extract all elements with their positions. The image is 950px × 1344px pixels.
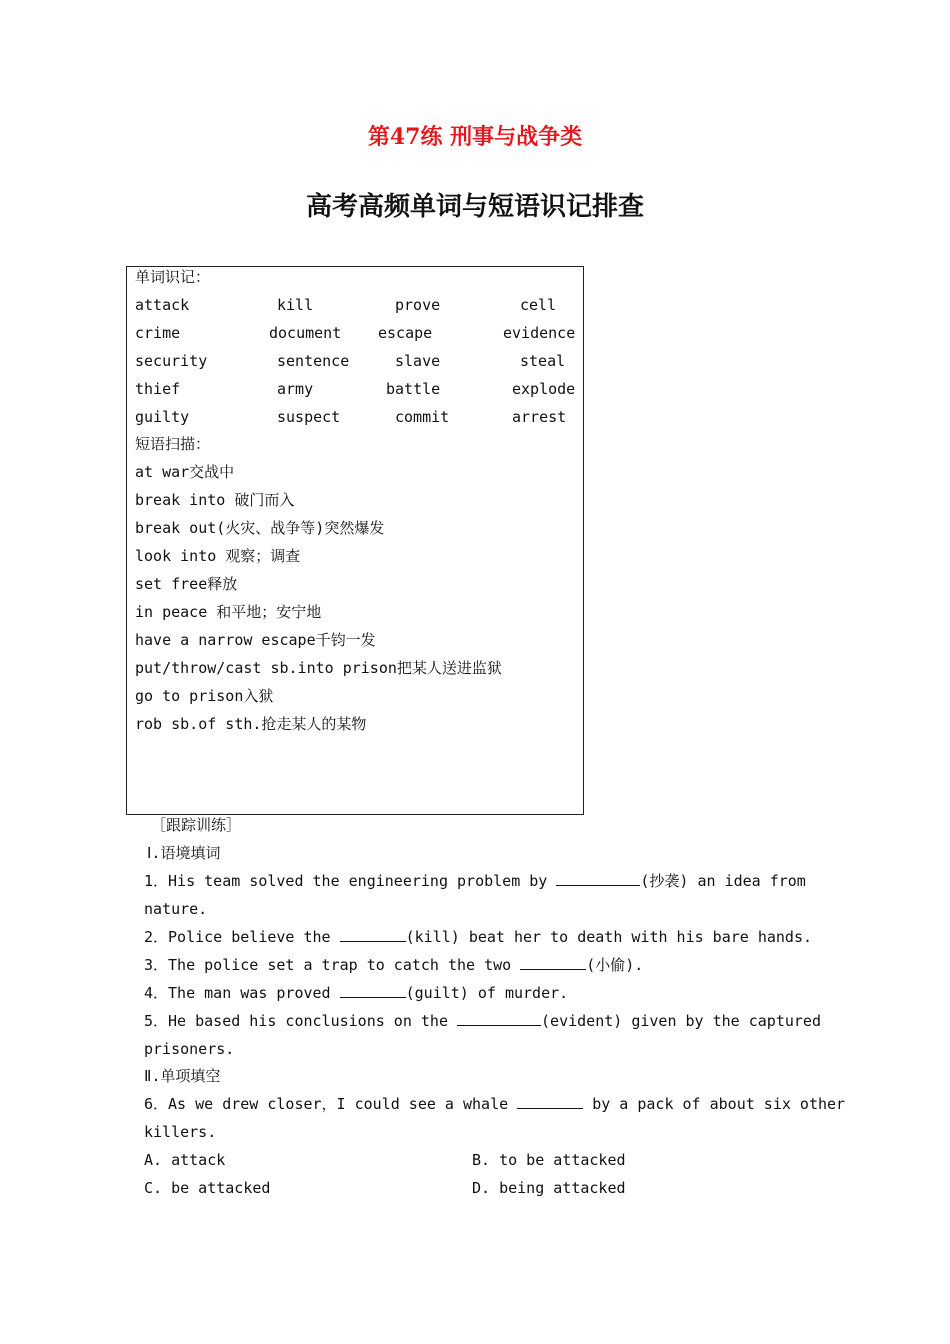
- vocab-heading: 单词识记：: [135, 268, 211, 286]
- vocab-word: arrest: [512, 408, 567, 426]
- vocab-word: crime: [135, 324, 181, 342]
- phrase-item: go to prison入狱: [135, 687, 274, 705]
- option-c[interactable]: C. be attacked: [144, 1179, 271, 1197]
- vocab-word: document: [269, 324, 342, 342]
- question-text: 2．Police believe the: [144, 928, 331, 946]
- question-text: killers.: [144, 1123, 217, 1141]
- answer-blank[interactable]: [556, 871, 640, 886]
- vocab-word: suspect: [277, 408, 341, 426]
- vocab-word: slave: [395, 352, 441, 370]
- phrase-item: put/throw/cast sb.into prison把某人送进监狱: [135, 659, 502, 677]
- option-a[interactable]: A. attack: [144, 1151, 226, 1169]
- phrase-item: break into 破门而入: [135, 491, 295, 509]
- phrases-heading: 短语扫描：: [135, 435, 211, 453]
- vocab-word: cell: [520, 296, 557, 314]
- question-text: nature.: [144, 900, 208, 918]
- question-text: 3．The police set a trap to catch the two: [144, 956, 512, 974]
- question-5: [144, 1009, 821, 1033]
- vocab-word: kill: [277, 296, 314, 314]
- question-text: 1．His team solved the engineering problem by: [144, 872, 548, 890]
- phrase-item: rob sb.of sth.抢走某人的某物: [135, 715, 367, 733]
- vocab-word: escape: [378, 324, 433, 342]
- question-text: 6．As we drew closer，I could see a whale: [144, 1095, 509, 1113]
- answer-blank[interactable]: [340, 927, 406, 942]
- question-text: by a pack of about six other: [592, 1095, 846, 1113]
- answer-blank[interactable]: [340, 983, 406, 998]
- vocab-word: army: [277, 380, 314, 398]
- section-single-choice: Ⅱ.单项填空: [144, 1067, 221, 1085]
- phrase-item: have a narrow escape千钧一发: [135, 631, 376, 649]
- question-text: (抄袭) an idea from: [640, 872, 806, 890]
- question-text: (kill) beat her to death with his bare hands.: [405, 928, 813, 946]
- vocab-word: explode: [512, 380, 576, 398]
- vocab-word: prove: [395, 296, 441, 314]
- phrase-item: break out(火灾、战争等)突然爆发: [135, 519, 385, 537]
- answer-blank[interactable]: [517, 1094, 583, 1109]
- vocab-word: sentence: [277, 352, 350, 370]
- question-4: [144, 981, 568, 1005]
- training-heading: ［跟踪训练］: [151, 816, 242, 834]
- question-text: (evident) given by the captured: [541, 1012, 821, 1030]
- answer-blank[interactable]: [520, 955, 586, 970]
- section-fill-words: Ⅰ.语境填词: [147, 844, 221, 862]
- section-subtitle: 高考高频单词与短语识记排查: [305, 192, 644, 222]
- option-d[interactable]: D. being attacked: [472, 1179, 626, 1197]
- vocab-word: evidence: [503, 324, 576, 342]
- question-1: [144, 869, 806, 893]
- vocab-word: attack: [135, 296, 190, 314]
- vocab-word: steal: [520, 352, 566, 370]
- vocab-word: battle: [386, 380, 441, 398]
- phrase-item: at war交战中: [135, 463, 235, 481]
- vocab-word: commit: [395, 408, 450, 426]
- phrase-item: in peace 和平地；安宁地: [135, 603, 322, 621]
- exercise-title: 第47练 刑事与战争类: [367, 124, 583, 150]
- question-3: [144, 953, 643, 977]
- question-6: [144, 1092, 845, 1116]
- vocab-word: guilty: [135, 408, 190, 426]
- question-text: (guilt) of murder.: [405, 984, 569, 1002]
- question-2: [144, 925, 812, 949]
- question-text: (小偷).: [586, 956, 644, 974]
- question-text: 4．The man was proved: [144, 984, 331, 1002]
- vocab-word: security: [135, 352, 208, 370]
- phrase-item: set free释放: [135, 575, 238, 593]
- answer-blank[interactable]: [457, 1011, 541, 1026]
- vocab-word: thief: [135, 380, 181, 398]
- option-b[interactable]: B. to be attacked: [472, 1151, 626, 1169]
- phrase-item: look into 观察；调查: [135, 547, 301, 565]
- question-text: prisoners.: [144, 1040, 235, 1058]
- question-text: 5．He based his conclusions on the: [144, 1012, 448, 1030]
